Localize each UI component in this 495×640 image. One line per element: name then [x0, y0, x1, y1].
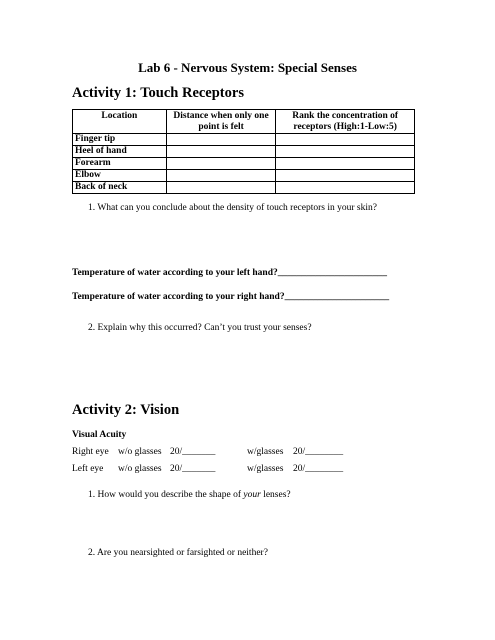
header-distance-line2: point is felt — [198, 122, 244, 132]
right-eye-without-glasses-label: w/o glasses — [118, 447, 162, 457]
left-eye-without-glasses-label: w/o glasses — [118, 464, 162, 474]
location-cell: Forearm — [73, 158, 167, 170]
rank-cell[interactable] — [276, 134, 415, 146]
left-eye-label: Left eye — [72, 464, 104, 474]
question-1-lens-shape — [88, 490, 291, 500]
rank-cell[interactable] — [276, 182, 415, 194]
left-eye-with-glasses-label: w/glasses — [247, 464, 284, 474]
location-cell: Elbow — [73, 170, 167, 182]
location-cell: Finger tip — [73, 134, 167, 146]
question-1-density: 1. What can you conclude about the density of touch receptors in your skin? — [88, 203, 377, 213]
right-eye-label: Right eye — [72, 447, 109, 457]
rank-cell[interactable] — [276, 158, 415, 170]
left-eye-with-glasses-field[interactable]: 20/________ — [293, 464, 344, 474]
header-location-label: Location — [101, 111, 138, 121]
activity2-heading: Activity 2: Vision — [72, 402, 180, 418]
column-header-location — [73, 110, 167, 134]
distance-cell[interactable] — [166, 158, 276, 170]
right-eye-without-glasses-field[interactable]: 20/_______ — [170, 447, 216, 457]
left-eye-without-glasses-field[interactable]: 20/_______ — [170, 464, 216, 474]
table-row — [73, 146, 415, 158]
header-rank-line1: Rank the concentration of — [292, 111, 399, 121]
question-2-sightedness: 2. Are you nearsighted or farsighted or neither? — [88, 548, 268, 558]
page-title: Lab 6 - Nervous System: Special Senses — [138, 60, 357, 75]
distance-cell[interactable] — [166, 134, 276, 146]
distance-cell[interactable] — [166, 146, 276, 158]
column-header-rank — [276, 110, 415, 134]
rank-cell[interactable] — [276, 146, 415, 158]
table-header-row — [73, 110, 415, 134]
lens-question-text: 1. How would you describe the shape of — [88, 490, 244, 500]
lens-question-end: lenses? — [260, 490, 291, 500]
lens-question-emphasis: your — [243, 490, 261, 500]
table-row — [73, 170, 415, 182]
right-eye-with-glasses-field[interactable]: 20/________ — [293, 447, 344, 457]
table-row — [73, 158, 415, 170]
right-eye-with-glasses-label: w/glasses — [247, 447, 284, 457]
distance-cell[interactable] — [166, 182, 276, 194]
column-header-distance — [166, 110, 276, 134]
table-row — [73, 182, 415, 194]
activity1-heading: Activity 1: Touch Receptors — [72, 85, 244, 101]
header-rank-line2: receptors (High:1-Low:5) — [293, 122, 397, 132]
temp-left-hand: Temperature of water according to your left hand?_______________________ — [72, 268, 387, 278]
location-cell: Heel of hand — [73, 146, 167, 158]
touch-receptors-table — [72, 109, 415, 194]
header-distance-line1: Distance when only one — [173, 111, 269, 121]
distance-cell[interactable] — [166, 170, 276, 182]
table-row — [73, 134, 415, 146]
location-cell: Back of neck — [73, 182, 167, 194]
temp-right-hand: Temperature of water according to your right hand?______________________ — [72, 292, 390, 302]
rank-cell[interactable] — [276, 170, 415, 182]
visual-acuity-subheading: Visual Acuity — [72, 430, 127, 440]
question-2-explain: 2. Explain why this occurred? Can’t you trust your senses? — [88, 323, 312, 333]
